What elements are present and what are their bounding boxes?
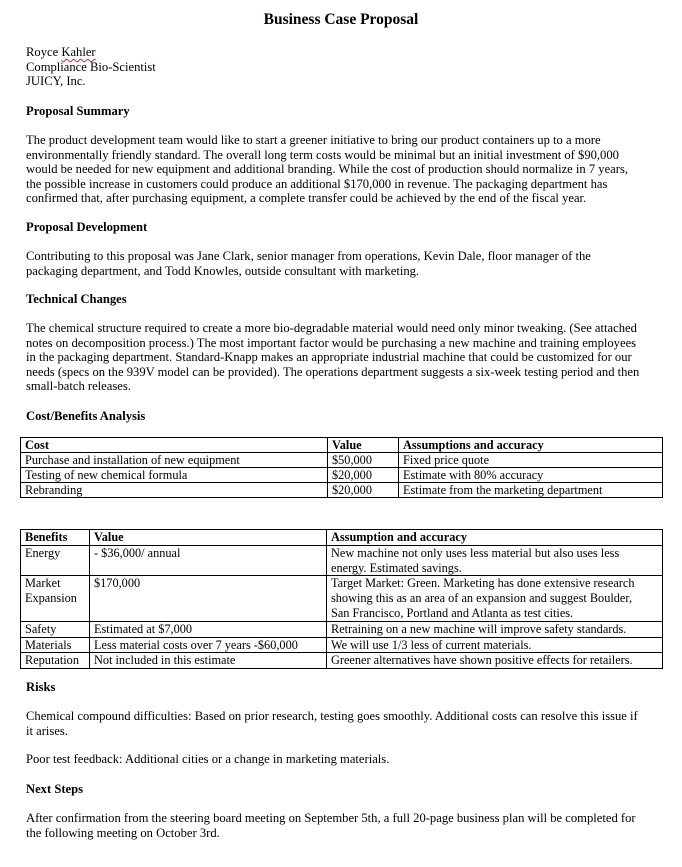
paragraph-line: Chemical compound difficulties: Based on prior research, testing goes smoothly. Additional costs can resolve this issue if [26, 709, 638, 723]
cell-line: - $36,000/ annual [94, 545, 181, 560]
development-paragraph [26, 249, 662, 278]
paragraph-line: packaging department, and Todd Knowles, outside consultant with marketing. [26, 263, 420, 278]
cell-line: Expansion [25, 591, 77, 606]
paragraph-line: Contributing to this proposal was Jane Clark, senior manager from operations, Kevin Dale, floor manager of the [26, 249, 591, 263]
paragraph-line: needs (specs on the 939V model can be provided). The operations department suggests a six-week testing period and then [26, 364, 640, 379]
column-header: Value [328, 438, 399, 453]
table-cell: Estimate from the marketing department [399, 483, 663, 498]
benefits-table-row [21, 653, 663, 669]
cost-table-row [21, 483, 663, 498]
author-last-name-spellcheck[interactable]: Kahler [61, 45, 96, 59]
table-cell: Rebranding [21, 483, 328, 498]
table-cell [90, 545, 327, 576]
benefits-table-header [21, 530, 663, 546]
column-header: Value [90, 530, 327, 546]
author-first-name: Royce [26, 45, 59, 59]
paragraph-line: Poor test feedback: Additional cities or a change in marketing materials. [26, 752, 390, 766]
cell-line: Target Market: Green. Marketing has done extensive research [331, 576, 635, 591]
technical-paragraph [26, 321, 662, 394]
table-cell: Fixed price quote [399, 453, 663, 468]
benefits-table-row [21, 621, 663, 637]
paragraph-line: would be needed for new equipment and additional branding. While the cost of production should normalize in 7 years, [26, 162, 629, 177]
heading-proposal-summary: Proposal Summary [26, 104, 130, 118]
table-cell [90, 637, 327, 653]
risk-feedback-paragraph [26, 752, 662, 767]
cell-line: Less material costs over 7 years -$60,000 [94, 637, 298, 652]
next-steps-paragraph [26, 811, 662, 840]
column-header: Assumption and accuracy [327, 530, 663, 546]
paragraph-line: The product development team would like to start a greener initiative to bring our product containers up to a more [26, 133, 601, 147]
table-cell: Purchase and installation of new equipment [21, 453, 328, 468]
column-header: Benefits [21, 530, 90, 546]
cell-line: Retraining on a new machine will improve safety standards. [331, 621, 627, 636]
column-header: Cost [21, 438, 328, 453]
table-cell: Testing of new chemical formula [21, 468, 328, 483]
column-header: Assumptions and accuracy [399, 438, 663, 453]
table-cell: Estimate with 80% accuracy [399, 468, 663, 483]
cell-line: Greener alternatives have shown positive effects for retailers. [331, 653, 633, 668]
document-title: Business Case Proposal [263, 11, 419, 28]
cell-line: Not included in this estimate [94, 653, 236, 668]
cell-line: Reputation [25, 653, 79, 668]
paragraph-line: notes on decomposition process.) The most important factor would be purchasing a new machine and training employees [26, 335, 637, 350]
heading-next-steps: Next Steps [26, 782, 84, 796]
benefits-table [20, 529, 663, 669]
cost-table-header [21, 438, 663, 453]
table-cell [327, 637, 663, 653]
cell-line: Materials [25, 637, 72, 652]
paragraph-line: The chemical structure required to create a more bio-degradable material would need only minor tweaking. (See attached [26, 321, 637, 335]
paragraph-line: confirmed that, after purchasing equipment, a complete transfer could be achieved by the end of the fiscal year. [26, 191, 587, 206]
cost-table [20, 437, 663, 498]
author-name [26, 45, 156, 60]
table-cell [90, 621, 327, 637]
benefits-table-row [21, 545, 663, 576]
cell-line: Estimated at $7,000 [94, 621, 193, 636]
cost-table-row [21, 453, 663, 468]
author-company: JUICY, Inc. [26, 74, 86, 89]
risk-chemical-paragraph [26, 709, 662, 738]
summary-paragraph [26, 133, 662, 206]
table-cell [21, 637, 90, 653]
cost-table-row [21, 468, 663, 483]
heading-cost-benefits-analysis: Cost/Benefits Analysis [26, 409, 146, 423]
table-cell [90, 653, 327, 669]
table-cell [327, 576, 663, 621]
table-cell [327, 653, 663, 669]
paragraph-line: it arises. [26, 723, 68, 738]
author-block [26, 45, 156, 89]
cell-line: We will use 1/3 less of current materials. [331, 637, 532, 652]
cell-line: $170,000 [94, 576, 141, 591]
cell-line: Safety [25, 621, 57, 636]
cell-line: energy. Estimated savings. [331, 560, 462, 575]
paragraph-line: environmentally friendly standard. The overall long term costs would be minimal but an initial investment of $90,000 [26, 147, 619, 162]
table-cell [90, 576, 327, 621]
table-cell [21, 576, 90, 621]
table-cell [21, 653, 90, 669]
cell-line: showing this as an area of an expansion and suggest Boulder, [331, 591, 633, 606]
table-cell [327, 621, 663, 637]
heading-technical-changes: Technical Changes [26, 292, 127, 306]
heading-proposal-development: Proposal Development [26, 220, 148, 234]
heading-risks: Risks [26, 680, 56, 694]
paragraph-line: in the packaging department. Standard-Knapp makes an appropriate industrial machine that could be customized for our [26, 350, 632, 365]
cell-line: Market [25, 576, 61, 591]
table-cell [21, 545, 90, 576]
author-role: Compliance Bio-Scientist [26, 59, 156, 74]
paragraph-line: small-batch releases. [26, 379, 131, 394]
paragraph-line: the following meeting on October 3rd. [26, 825, 220, 840]
paragraph-line: After confirmation from the steering board meeting on September 5th, a full 20-page business plan will be completed for [26, 811, 636, 825]
paragraph-line: the possible increase in customers could produce an additional $170,000 in revenue. The packaging department has [26, 176, 608, 191]
cell-line: Energy [25, 545, 61, 560]
benefits-table-row [21, 576, 663, 621]
cell-line: San Francisco, Portland and Atlanta as test cities. [331, 605, 574, 620]
table-cell: $20,000 [328, 468, 399, 483]
table-cell [21, 621, 90, 637]
cell-line: New machine not only uses less material but also uses less [331, 545, 620, 560]
table-cell [327, 545, 663, 576]
table-cell: $20,000 [328, 483, 399, 498]
benefits-table-row [21, 637, 663, 653]
table-cell: $50,000 [328, 453, 399, 468]
